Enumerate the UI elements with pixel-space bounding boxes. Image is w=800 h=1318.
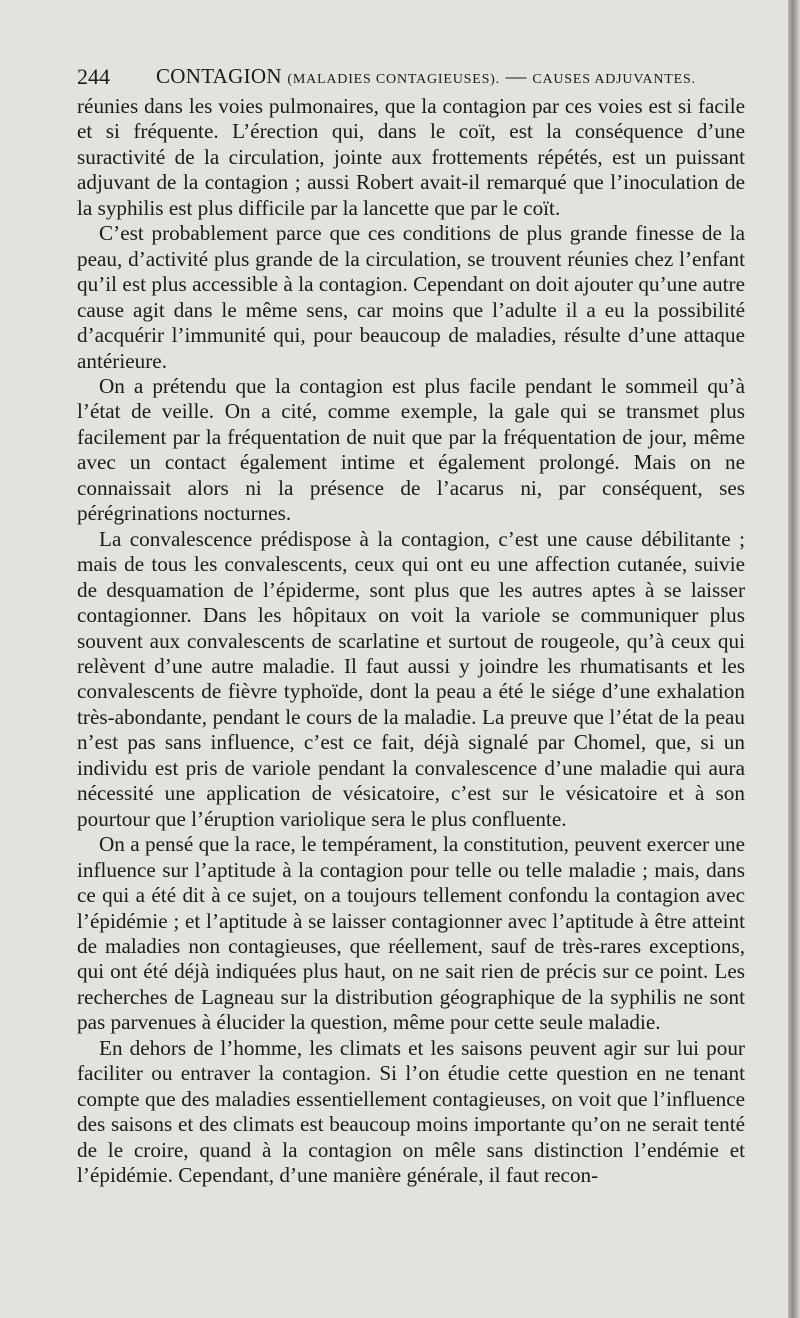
running-title-dash: — <box>499 64 533 88</box>
running-title-main: CONTAGION <box>156 64 282 88</box>
paragraph-climats: En dehors de l’homme, les climats et les saisons peuvent agir sur lui pour faciliter ou entraver la contagion. Si l’on étudie cette question en ne tenant compte que des maladies essentiellement contagieuses, on voit que l’influence des saisons et des climats est beaucoup moins importante qu’on ne serait tenté de le croire, quand à la contagion on mêle sans distinction l’endémie et l’épidémie. Cependant, d’une manière générale, il faut recon- <box>77 1035 745 1188</box>
paragraph-continued: réunies dans les voies pulmonaires, que la contagion par ces voies est si facile et si fréquente. L’érection qui, dans le coït, est la conséquence d’une suractivité de la circulation, jointe aux frottements répétés, est un puissant adjuvant de la contagion ; aussi Robert avait-il remarqué que l’inoculation de la syphilis est plus difficile par la lancette que par le coït. <box>77 94 745 220</box>
page-number: 244 <box>77 64 110 89</box>
running-title <box>156 64 696 89</box>
paragraph-enfant: C’est probablement parce que ces conditions de plus grande finesse de la peau, d’activité plus grande de la circulation, se trouvent réunies chez l’enfant qu’il est plus accessible à la contagion. Cependant on doit ajouter qu’une autre cause agit dans le même sens, car moins que l’adulte il a eu la possibilité d’acquérir l’immunité qui, pour beaucoup de maladies, résulte d’une attaque antérieure. <box>77 221 745 373</box>
paragraph-convalescence: La convalescence prédispose à la contagion, c’est une cause débilitante ; mais de tous les convalescents, ceux qui ont eu une affection cutanée, suivie de desquamation de l’épiderme, sont plus que les autres aptes à se laisser contagionner. Dans les hôpitaux on voit la variole se communiquer plus souvent aux convalescents de scarlatine et surtout de rougeole, qu’à ceux qui relèvent d’une autre maladie. Il faut aussi y joindre les rhumatisants et les convalescents de fièvre typhoïde, dont la peau a été le siége d’une exhalation très-abondante, pendant le cours de la maladie. La preuve que l’état de la peau n’est pas sans influence, c’est ce fait, déjà signalé par Chomel, que, si un individu est pris de variole pendant la convalescence d’une maladie qui aura nécessité une application de vésicatoire, c’est sur le vésicatoire et à son pourtour que l’éruption variolique sera le plus confluente. <box>77 526 745 831</box>
body-text <box>77 94 745 1188</box>
running-title-sub: (MALADIES CONTAGIEUSES). <box>287 72 500 87</box>
running-header <box>77 64 745 92</box>
paragraph-sommeil: On a prétendu que la contagion est plus facile pendant le sommeil qu’à l’état de veille. On a cité, comme exemple, la gale qui se transmet plus facilement par la fréquentation de nuit que par la fréquentation de jour, même avec un contact également intime et également prolongé. Mais on ne connaissait alors ni la présence de l’acarus ni, par conséquent, ses pérégrinations nocturnes. <box>77 373 745 526</box>
running-section: CAUSES ADJUVANTES. <box>532 72 696 87</box>
paragraph-race: On a pensé que la race, le tempérament, la constitution, peuvent exercer une influence sur l’aptitude à la contagion pour telle ou telle maladie ; mais, dans ce qui a été dit à ce sujet, on a toujours tellement confondu la contagion avec l’épidémie ; et l’aptitude à se laisser contagionner avec l’aptitude à être atteint de maladies non contagieuses, que réellement, sauf de très-rares exceptions, qui ont été déjà indiquées plus haut, on ne sait rien de précis sur ce point. Les recherches de Lagneau sur la distribution géographique de la syphilis ne sont pas parvenues à élucider la question, même pour cette seule maladie. <box>77 832 745 1035</box>
page-edge-shadow <box>788 0 800 1318</box>
